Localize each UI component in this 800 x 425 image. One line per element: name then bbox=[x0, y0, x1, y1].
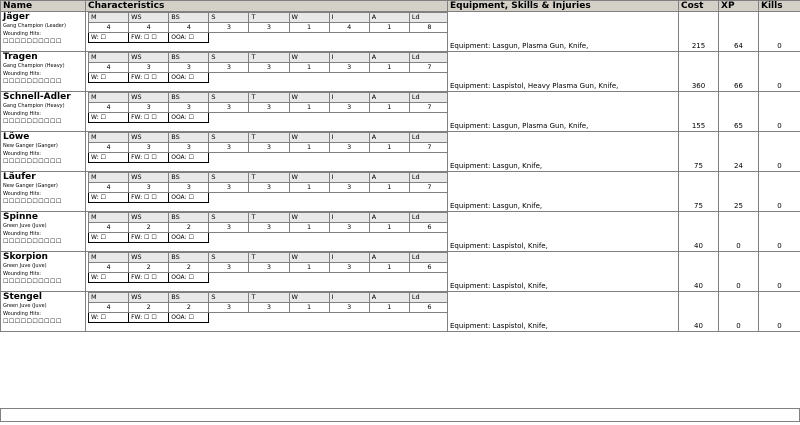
xp-cell[interactable]: 65 bbox=[719, 92, 759, 132]
flesh-wound-checkboxes[interactable]: FW: ☐ ☐ bbox=[129, 233, 169, 243]
flesh-wound-checkboxes[interactable]: FW: ☐ ☐ bbox=[129, 33, 169, 43]
flesh-wound-checkboxes[interactable]: FW: ☐ ☐ bbox=[129, 113, 169, 123]
stat-label: S bbox=[209, 53, 249, 63]
characteristics-cell bbox=[86, 172, 448, 212]
stat-label: BS bbox=[169, 253, 209, 263]
stat-value[interactable]: 2 bbox=[129, 263, 169, 273]
stat-value[interactable]: 4 bbox=[89, 63, 129, 73]
stat-value-row bbox=[89, 263, 448, 273]
stat-label: M bbox=[89, 253, 129, 263]
out-of-action-checkbox[interactable]: OOA: ☐ bbox=[169, 33, 209, 43]
out-of-action-checkbox[interactable]: OOA: ☐ bbox=[169, 233, 209, 243]
experience-boxes[interactable]: ☐☐☐☐☐☐☐☐☐☐ bbox=[3, 158, 62, 165]
wound-row bbox=[89, 113, 448, 123]
header-xp[interactable]: XP bbox=[719, 1, 759, 12]
stat-value[interactable]: 3 bbox=[329, 263, 369, 273]
fighter-row bbox=[1, 132, 800, 172]
stat-label: A bbox=[369, 13, 409, 23]
equipment-cell[interactable]: Equipment: Laspistol, Knife, bbox=[448, 252, 679, 292]
wounding-hits-label: Wounding Hits: bbox=[3, 231, 41, 237]
stat-label-row bbox=[89, 213, 448, 223]
wound-checkbox[interactable]: W: ☐ bbox=[89, 73, 129, 83]
stat-value[interactable]: 3 bbox=[249, 63, 289, 73]
fighter-row bbox=[1, 92, 800, 132]
stat-value[interactable]: 3 bbox=[169, 183, 209, 193]
wound-checkbox[interactable]: W: ☐ bbox=[89, 193, 129, 203]
out-of-action-checkbox[interactable]: OOA: ☐ bbox=[169, 113, 209, 123]
stat-value[interactable]: 3 bbox=[129, 143, 169, 153]
xp-cell[interactable]: 25 bbox=[719, 172, 759, 212]
stat-value[interactable]: 3 bbox=[209, 303, 249, 313]
wound-row bbox=[89, 153, 448, 163]
stat-label-row bbox=[89, 53, 448, 63]
wound-checkbox[interactable]: W: ☐ bbox=[89, 273, 129, 283]
out-of-action-checkbox[interactable]: OOA: ☐ bbox=[169, 193, 209, 203]
stat-value-row bbox=[89, 23, 448, 33]
stat-table bbox=[88, 52, 448, 91]
stat-value[interactable]: 3 bbox=[209, 143, 249, 153]
characteristics-cell bbox=[86, 292, 448, 332]
fighter-name-cell[interactable] bbox=[1, 132, 86, 172]
kills-cell[interactable]: 0 bbox=[759, 92, 800, 132]
stat-label: S bbox=[209, 173, 249, 183]
stat-value[interactable]: 4 bbox=[89, 183, 129, 193]
flesh-wound-checkboxes[interactable]: FW: ☐ ☐ bbox=[129, 313, 169, 323]
experience-boxes[interactable]: ☐☐☐☐☐☐☐☐☐☐ bbox=[3, 78, 62, 85]
stat-value[interactable]: 2 bbox=[129, 303, 169, 313]
flesh-wound-checkboxes[interactable]: FW: ☐ ☐ bbox=[129, 273, 169, 283]
stat-label: WS bbox=[129, 93, 169, 103]
cost-cell[interactable]: 40 bbox=[679, 292, 719, 332]
stat-value[interactable]: 4 bbox=[169, 23, 209, 33]
stat-label: T bbox=[249, 253, 289, 263]
kills-cell[interactable]: 0 bbox=[759, 252, 800, 292]
cost-cell[interactable]: 40 bbox=[679, 212, 719, 252]
stat-value[interactable]: 2 bbox=[169, 223, 209, 233]
stat-label: BS bbox=[169, 133, 209, 143]
stat-value[interactable]: 3 bbox=[169, 63, 209, 73]
stat-value-row bbox=[89, 183, 448, 193]
stat-label: T bbox=[249, 53, 289, 63]
stat-label: S bbox=[209, 13, 249, 23]
kills-cell[interactable]: 0 bbox=[759, 212, 800, 252]
stat-value[interactable]: 1 bbox=[369, 223, 409, 233]
stat-label: M bbox=[89, 93, 129, 103]
fighter-row bbox=[1, 292, 800, 332]
fighter-row bbox=[1, 252, 800, 292]
stat-label: I bbox=[329, 133, 369, 143]
header-row bbox=[1, 1, 800, 12]
wound-row bbox=[89, 273, 448, 283]
stat-value[interactable]: 3 bbox=[129, 63, 169, 73]
stat-label-row bbox=[89, 93, 448, 103]
stat-label: WS bbox=[129, 173, 169, 183]
stat-label-row bbox=[89, 253, 448, 263]
stat-value[interactable]: 1 bbox=[289, 63, 329, 73]
stat-value[interactable]: 1 bbox=[289, 183, 329, 193]
fighter-name: Läufer bbox=[3, 172, 36, 182]
wound-row bbox=[89, 313, 448, 323]
stat-value[interactable]: 2 bbox=[129, 223, 169, 233]
stat-label: T bbox=[249, 133, 289, 143]
stat-value[interactable]: 4 bbox=[89, 23, 129, 33]
stat-value[interactable]: 1 bbox=[289, 23, 329, 33]
stat-label: T bbox=[249, 173, 289, 183]
experience-boxes[interactable]: ☐☐☐☐☐☐☐☐☐☐ bbox=[3, 118, 62, 125]
stat-value[interactable]: 3 bbox=[209, 63, 249, 73]
stat-value-row bbox=[89, 223, 448, 233]
header-characteristics[interactable]: Characteristics bbox=[86, 1, 448, 12]
wound-checkbox[interactable]: W: ☐ bbox=[89, 233, 129, 243]
fighter-row bbox=[1, 12, 800, 52]
stat-value[interactable]: 7 bbox=[409, 183, 447, 193]
equipment-cell[interactable]: Equipment: Lasgun, Knife, bbox=[448, 132, 679, 172]
stat-value[interactable]: 3 bbox=[249, 103, 289, 113]
experience-boxes[interactable]: ☐☐☐☐☐☐☐☐☐☐ bbox=[3, 198, 62, 205]
header-kills[interactable]: Kills bbox=[759, 1, 800, 12]
stat-value[interactable]: 7 bbox=[409, 143, 447, 153]
fighter-name-cell[interactable] bbox=[1, 12, 86, 52]
xp-cell[interactable]: 66 bbox=[719, 52, 759, 92]
stat-value[interactable]: 1 bbox=[369, 143, 409, 153]
fighter-role: New Ganger (Ganger) bbox=[3, 143, 58, 149]
stat-value[interactable]: 3 bbox=[209, 23, 249, 33]
stat-label-row bbox=[89, 293, 448, 303]
xp-cell[interactable]: 24 bbox=[719, 132, 759, 172]
stat-label: Ld bbox=[409, 133, 447, 143]
kills-cell[interactable]: 0 bbox=[759, 12, 800, 52]
stat-label: Ld bbox=[409, 13, 447, 23]
fighter-row bbox=[1, 52, 800, 92]
characteristics-cell bbox=[86, 252, 448, 292]
wound-checkbox[interactable]: W: ☐ bbox=[89, 313, 129, 323]
fighter-name-cell[interactable] bbox=[1, 172, 86, 212]
stat-table bbox=[88, 132, 448, 171]
stat-label: M bbox=[89, 133, 129, 143]
out-of-action-checkbox[interactable]: OOA: ☐ bbox=[169, 313, 209, 323]
fighter-role: Green Juve (Juve) bbox=[3, 303, 47, 309]
stat-value[interactable]: 3 bbox=[329, 63, 369, 73]
stat-value[interactable]: 6 bbox=[409, 303, 447, 313]
stat-value[interactable]: 3 bbox=[249, 183, 289, 193]
kills-cell[interactable]: 0 bbox=[759, 172, 800, 212]
stat-label: W bbox=[289, 133, 329, 143]
stat-table bbox=[88, 172, 448, 211]
fighter-row bbox=[1, 172, 800, 212]
stat-label: WS bbox=[129, 293, 169, 303]
stat-label: I bbox=[329, 53, 369, 63]
fighter-role: Gang Champion (Heavy) bbox=[3, 103, 65, 109]
xp-cell[interactable]: 0 bbox=[719, 292, 759, 332]
wounding-hits-label: Wounding Hits: bbox=[3, 31, 41, 37]
stat-label: A bbox=[369, 173, 409, 183]
stat-value[interactable]: 1 bbox=[369, 303, 409, 313]
out-of-action-checkbox[interactable]: OOA: ☐ bbox=[169, 153, 209, 163]
stat-value[interactable]: 3 bbox=[169, 103, 209, 113]
stat-label: M bbox=[89, 213, 129, 223]
stat-label: I bbox=[329, 293, 369, 303]
characteristics-cell bbox=[86, 212, 448, 252]
stat-value[interactable]: 4 bbox=[89, 303, 129, 313]
equipment-cell[interactable]: Equipment: Laspistol, Knife, bbox=[448, 212, 679, 252]
experience-boxes[interactable]: ☐☐☐☐☐☐☐☐☐☐ bbox=[3, 38, 62, 45]
stat-value[interactable]: 3 bbox=[329, 223, 369, 233]
kills-cell[interactable]: 0 bbox=[759, 292, 800, 332]
equipment-cell[interactable]: Equipment: Laspistol, Heavy Plasma Gun, Knife, bbox=[448, 52, 679, 92]
stat-label: Ld bbox=[409, 293, 447, 303]
fighter-name: Spinne bbox=[3, 212, 38, 222]
stat-label: A bbox=[369, 133, 409, 143]
stat-value[interactable]: 4 bbox=[329, 23, 369, 33]
stat-label: BS bbox=[169, 213, 209, 223]
stat-value[interactable]: 2 bbox=[169, 263, 209, 273]
flesh-wound-checkboxes[interactable]: FW: ☐ ☐ bbox=[129, 193, 169, 203]
stat-label: W bbox=[289, 13, 329, 23]
stat-label: WS bbox=[129, 53, 169, 63]
stat-label: A bbox=[369, 293, 409, 303]
stat-label: S bbox=[209, 93, 249, 103]
stat-value[interactable]: 1 bbox=[369, 183, 409, 193]
stat-value[interactable]: 3 bbox=[129, 183, 169, 193]
fighter-role: Gang Champion (Heavy) bbox=[3, 63, 65, 69]
stat-table bbox=[88, 252, 448, 291]
stat-label: A bbox=[369, 213, 409, 223]
stat-value[interactable]: 1 bbox=[289, 223, 329, 233]
fighter-name: Skorpion bbox=[3, 252, 48, 262]
stat-value[interactable]: 4 bbox=[89, 103, 129, 113]
stat-label: W bbox=[289, 173, 329, 183]
stat-label: A bbox=[369, 53, 409, 63]
stat-table bbox=[88, 292, 448, 331]
stat-value-row bbox=[89, 303, 448, 313]
stat-label: T bbox=[249, 213, 289, 223]
stat-value[interactable]: 1 bbox=[289, 103, 329, 113]
stat-label: WS bbox=[129, 253, 169, 263]
stat-label-row bbox=[89, 13, 448, 23]
stat-label: I bbox=[329, 13, 369, 23]
wound-row bbox=[89, 33, 448, 43]
fighter-name-cell[interactable] bbox=[1, 252, 86, 292]
stat-label: T bbox=[249, 13, 289, 23]
stat-label: S bbox=[209, 133, 249, 143]
stat-value[interactable]: 8 bbox=[409, 23, 447, 33]
stat-label: S bbox=[209, 213, 249, 223]
stat-value[interactable]: 3 bbox=[209, 183, 249, 193]
cost-cell[interactable]: 360 bbox=[679, 52, 719, 92]
fighter-name: Löwe bbox=[3, 132, 30, 142]
stat-value[interactable]: 3 bbox=[329, 103, 369, 113]
header-name[interactable]: Name bbox=[1, 1, 86, 12]
stat-label: W bbox=[289, 253, 329, 263]
footer-row bbox=[0, 408, 800, 422]
kills-cell[interactable]: 0 bbox=[759, 132, 800, 172]
cost-cell[interactable]: 215 bbox=[679, 12, 719, 52]
stat-value[interactable]: 3 bbox=[249, 303, 289, 313]
stat-label: BS bbox=[169, 53, 209, 63]
fighter-name-cell[interactable] bbox=[1, 292, 86, 332]
stat-label: BS bbox=[169, 293, 209, 303]
fighter-role: Green Juve (Juve) bbox=[3, 263, 47, 269]
characteristics-cell bbox=[86, 12, 448, 52]
fighter-role: Green Juve (Juve) bbox=[3, 223, 47, 229]
out-of-action-checkbox[interactable]: OOA: ☐ bbox=[169, 73, 209, 83]
stat-value[interactable]: 1 bbox=[369, 23, 409, 33]
out-of-action-checkbox[interactable]: OOA: ☐ bbox=[169, 273, 209, 283]
fighter-role: New Ganger (Ganger) bbox=[3, 183, 58, 189]
stat-value[interactable]: 7 bbox=[409, 63, 447, 73]
wounding-hits-label: Wounding Hits: bbox=[3, 71, 41, 77]
stat-table bbox=[88, 12, 448, 51]
fighter-name: Tragen bbox=[3, 52, 38, 62]
stat-label: T bbox=[249, 93, 289, 103]
stat-value[interactable]: 3 bbox=[209, 103, 249, 113]
stat-value[interactable]: 3 bbox=[249, 263, 289, 273]
wound-row bbox=[89, 233, 448, 243]
stat-label: WS bbox=[129, 133, 169, 143]
cost-cell[interactable]: 75 bbox=[679, 172, 719, 212]
stat-value[interactable]: 3 bbox=[249, 23, 289, 33]
fighter-name: Stengel bbox=[3, 292, 42, 302]
flesh-wound-checkboxes[interactable]: FW: ☐ ☐ bbox=[129, 153, 169, 163]
stat-value[interactable]: 3 bbox=[209, 263, 249, 273]
header-equipment[interactable]: Equipment, Skills & Injuries bbox=[448, 1, 679, 12]
stat-label: Ld bbox=[409, 253, 447, 263]
wounding-hits-label: Wounding Hits: bbox=[3, 311, 41, 317]
wounding-hits-label: Wounding Hits: bbox=[3, 191, 41, 197]
stat-label: M bbox=[89, 293, 129, 303]
stat-label: W bbox=[289, 293, 329, 303]
stat-label: I bbox=[329, 93, 369, 103]
stat-table bbox=[88, 212, 448, 251]
fighter-row bbox=[1, 212, 800, 252]
equipment-cell[interactable]: Equipment: Lasgun, Plasma Gun, Knife, bbox=[448, 12, 679, 52]
fighter-name-cell[interactable] bbox=[1, 92, 86, 132]
experience-boxes[interactable]: ☐☐☐☐☐☐☐☐☐☐ bbox=[3, 238, 62, 245]
cost-cell[interactable]: 155 bbox=[679, 92, 719, 132]
xp-cell[interactable]: 0 bbox=[719, 252, 759, 292]
fighter-name: Jäger bbox=[3, 12, 30, 22]
stat-value-row bbox=[89, 103, 448, 113]
equipment-cell[interactable]: Equipment: Lasgun, Plasma Gun, Knife, bbox=[448, 92, 679, 132]
stat-label: T bbox=[249, 293, 289, 303]
stat-label: BS bbox=[169, 93, 209, 103]
cost-cell[interactable]: 75 bbox=[679, 132, 719, 172]
stat-value[interactable]: 3 bbox=[129, 103, 169, 113]
stat-label: WS bbox=[129, 213, 169, 223]
characteristics-cell bbox=[86, 92, 448, 132]
stat-value[interactable]: 4 bbox=[129, 23, 169, 33]
wounding-hits-label: Wounding Hits: bbox=[3, 111, 41, 117]
stat-label: I bbox=[329, 213, 369, 223]
wounding-hits-label: Wounding Hits: bbox=[3, 151, 41, 157]
stat-value[interactable]: 2 bbox=[169, 303, 209, 313]
stat-value[interactable]: 1 bbox=[289, 263, 329, 273]
wound-row bbox=[89, 73, 448, 83]
stat-value[interactable]: 1 bbox=[289, 143, 329, 153]
stat-value[interactable]: 1 bbox=[289, 303, 329, 313]
wounding-hits-label: Wounding Hits: bbox=[3, 271, 41, 277]
stat-label: Ld bbox=[409, 93, 447, 103]
stat-value[interactable]: 3 bbox=[249, 223, 289, 233]
stat-label: WS bbox=[129, 13, 169, 23]
stat-value[interactable]: 4 bbox=[89, 143, 129, 153]
characteristics-cell bbox=[86, 52, 448, 92]
stat-table bbox=[88, 92, 448, 131]
stat-label-row bbox=[89, 133, 448, 143]
stat-label: BS bbox=[169, 13, 209, 23]
stat-value[interactable]: 6 bbox=[409, 223, 447, 233]
stat-label: I bbox=[329, 253, 369, 263]
stat-label: M bbox=[89, 53, 129, 63]
stat-label: A bbox=[369, 253, 409, 263]
kills-cell[interactable]: 0 bbox=[759, 52, 800, 92]
equipment-cell[interactable]: Equipment: Lasgun, Knife, bbox=[448, 172, 679, 212]
stat-value[interactable]: 3 bbox=[209, 223, 249, 233]
wound-row bbox=[89, 193, 448, 203]
stat-label: Ld bbox=[409, 53, 447, 63]
stat-value[interactable]: 3 bbox=[249, 143, 289, 153]
xp-cell[interactable]: 64 bbox=[719, 12, 759, 52]
wound-checkbox[interactable]: W: ☐ bbox=[89, 113, 129, 123]
stat-label-row bbox=[89, 173, 448, 183]
wound-checkbox[interactable]: W: ☐ bbox=[89, 153, 129, 163]
xp-cell[interactable]: 0 bbox=[719, 212, 759, 252]
stat-label: S bbox=[209, 253, 249, 263]
cost-cell[interactable]: 40 bbox=[679, 252, 719, 292]
header-cost[interactable]: Cost bbox=[679, 1, 719, 12]
stat-value[interactable]: 1 bbox=[369, 63, 409, 73]
flesh-wound-checkboxes[interactable]: FW: ☐ ☐ bbox=[129, 73, 169, 83]
wound-checkbox[interactable]: W: ☐ bbox=[89, 33, 129, 43]
stat-value[interactable]: 4 bbox=[89, 223, 129, 233]
stat-value[interactable]: 3 bbox=[329, 303, 369, 313]
stat-value[interactable]: 3 bbox=[329, 143, 369, 153]
stat-value-row bbox=[89, 143, 448, 153]
stat-value[interactable]: 1 bbox=[369, 103, 409, 113]
stat-value-row bbox=[89, 63, 448, 73]
stat-label: M bbox=[89, 173, 129, 183]
stat-label: W bbox=[289, 213, 329, 223]
stat-label: Ld bbox=[409, 173, 447, 183]
stat-label: BS bbox=[169, 173, 209, 183]
stat-value[interactable]: 3 bbox=[169, 143, 209, 153]
stat-label: W bbox=[289, 53, 329, 63]
stat-label: Ld bbox=[409, 213, 447, 223]
characteristics-cell bbox=[86, 132, 448, 172]
stat-value[interactable]: 4 bbox=[89, 263, 129, 273]
stat-label: A bbox=[369, 93, 409, 103]
experience-boxes[interactable]: ☐☐☐☐☐☐☐☐☐☐ bbox=[3, 278, 62, 285]
fighter-name-cell[interactable] bbox=[1, 212, 86, 252]
stat-value[interactable]: 3 bbox=[329, 183, 369, 193]
stat-label: W bbox=[289, 93, 329, 103]
stat-label: M bbox=[89, 13, 129, 23]
stat-label: S bbox=[209, 293, 249, 303]
stat-value[interactable]: 7 bbox=[409, 103, 447, 113]
stat-value[interactable]: 1 bbox=[369, 263, 409, 273]
fighter-name-cell[interactable] bbox=[1, 52, 86, 92]
experience-boxes[interactable]: ☐☐☐☐☐☐☐☐☐☐ bbox=[3, 318, 62, 325]
fighter-name: Schnell-Adler bbox=[3, 92, 71, 102]
stat-label: I bbox=[329, 173, 369, 183]
stat-value[interactable]: 6 bbox=[409, 263, 447, 273]
fighter-role: Gang Champion (Leader) bbox=[3, 23, 66, 29]
equipment-cell[interactable]: Equipment: Laspistol, Knife, bbox=[448, 292, 679, 332]
